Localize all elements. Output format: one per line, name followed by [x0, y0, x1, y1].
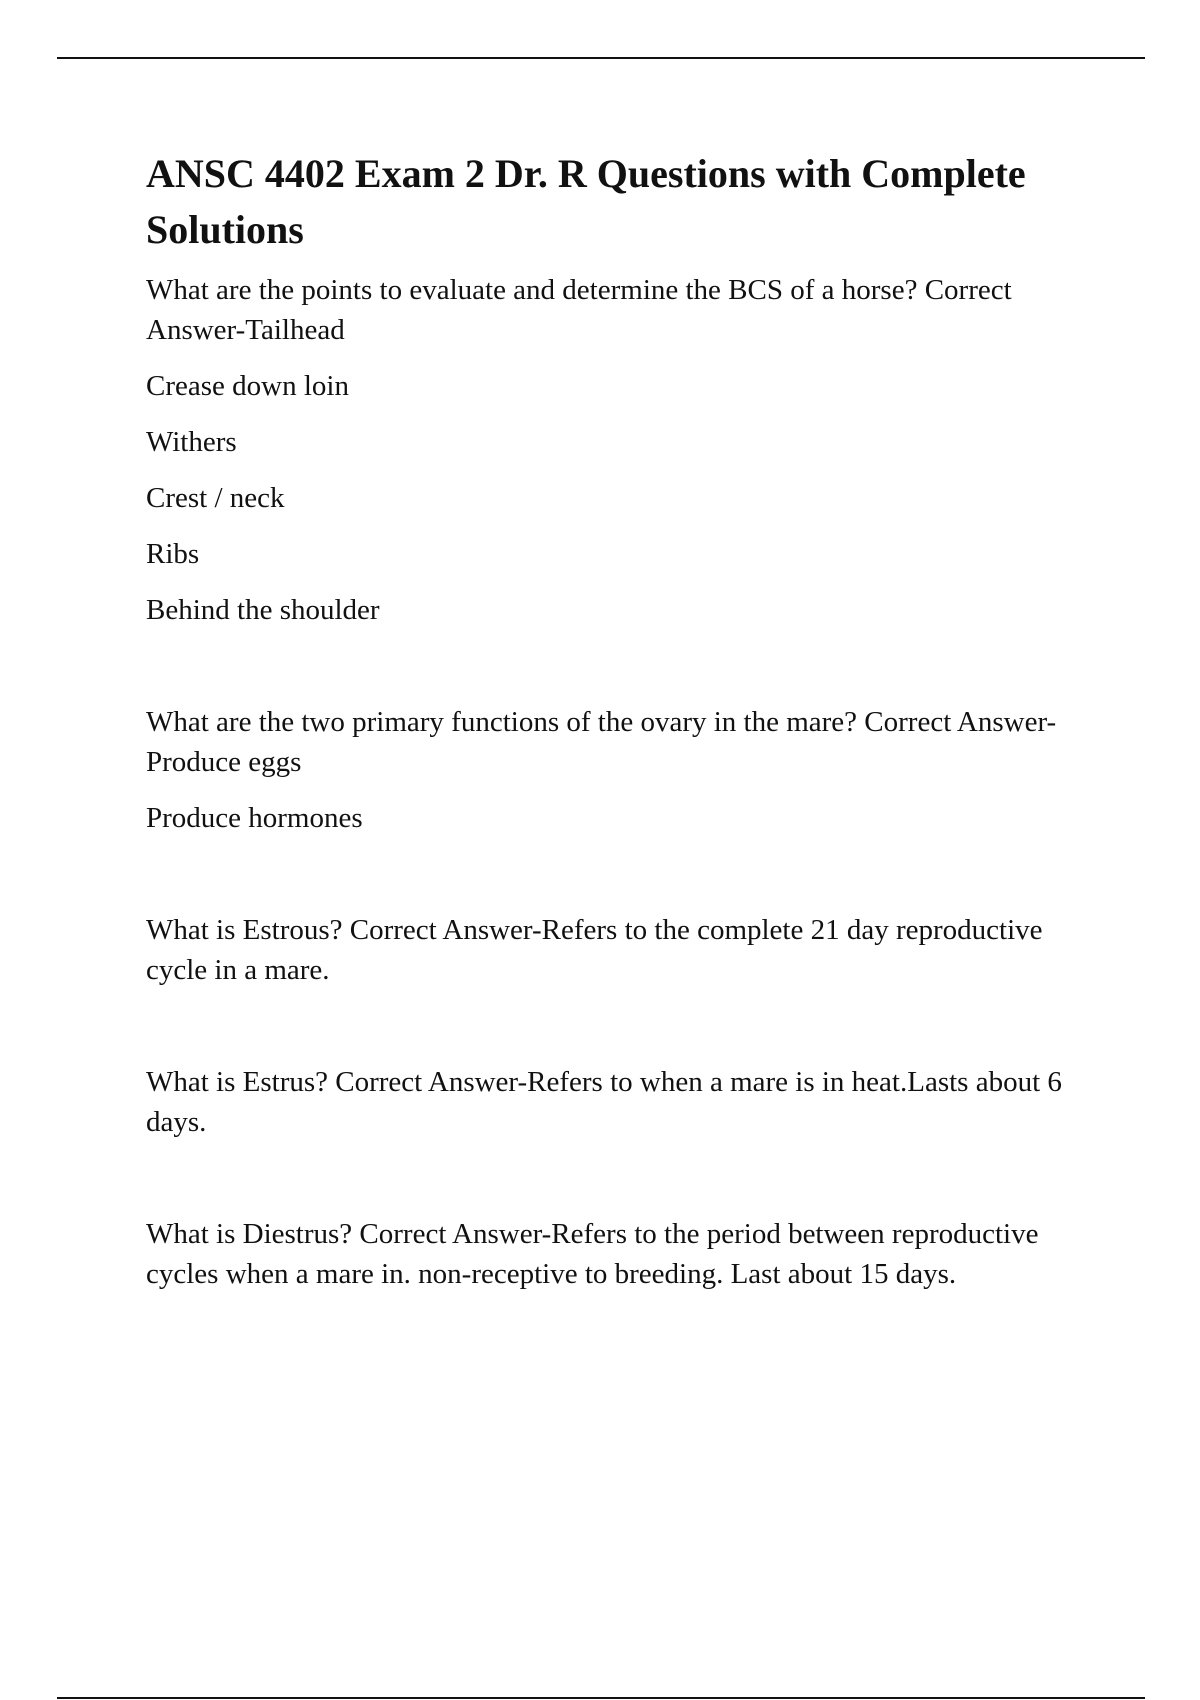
- question-text: What are the points to evaluate and determine the BCS of a horse? Correct Answer-Tailhead: [146, 274, 1012, 346]
- answer-item: Crest / neck: [146, 482, 285, 514]
- document-title: ANSC 4402 Exam 2 Dr. R Questions with Complete Solutions: [146, 151, 1026, 252]
- answer-item: Withers: [146, 426, 237, 458]
- document-body: [146, 146, 1086, 1294]
- answer-item: Behind the shoulder: [146, 594, 380, 626]
- question-3: [146, 910, 1086, 990]
- question-text: What is Diestrus? Correct Answer-Refers to the period between reproductive cycles when a mare in. non-receptive to breeding. Last about 15 days.: [146, 1218, 1039, 1290]
- question-2: [146, 702, 1086, 838]
- question-text: What is Estrous? Correct Answer-Refers to the complete 21 day reproductive cycle in a mare.: [146, 914, 1043, 986]
- top-rule: [57, 57, 1145, 59]
- question-1: [146, 270, 1086, 630]
- answer-item: Produce hormones: [146, 802, 363, 834]
- answer-item: Ribs: [146, 538, 200, 570]
- question-text: What are the two primary functions of the ovary in the mare? Correct Answer-Produce eggs: [146, 706, 1057, 778]
- question-text: What is Estrus? Correct Answer-Refers to when a mare is in heat.Lasts about 6 days.: [146, 1066, 1062, 1138]
- bottom-rule: [57, 1697, 1145, 1699]
- question-4: [146, 1062, 1086, 1142]
- answer-item: Crease down loin: [146, 370, 349, 402]
- question-5: [146, 1214, 1086, 1294]
